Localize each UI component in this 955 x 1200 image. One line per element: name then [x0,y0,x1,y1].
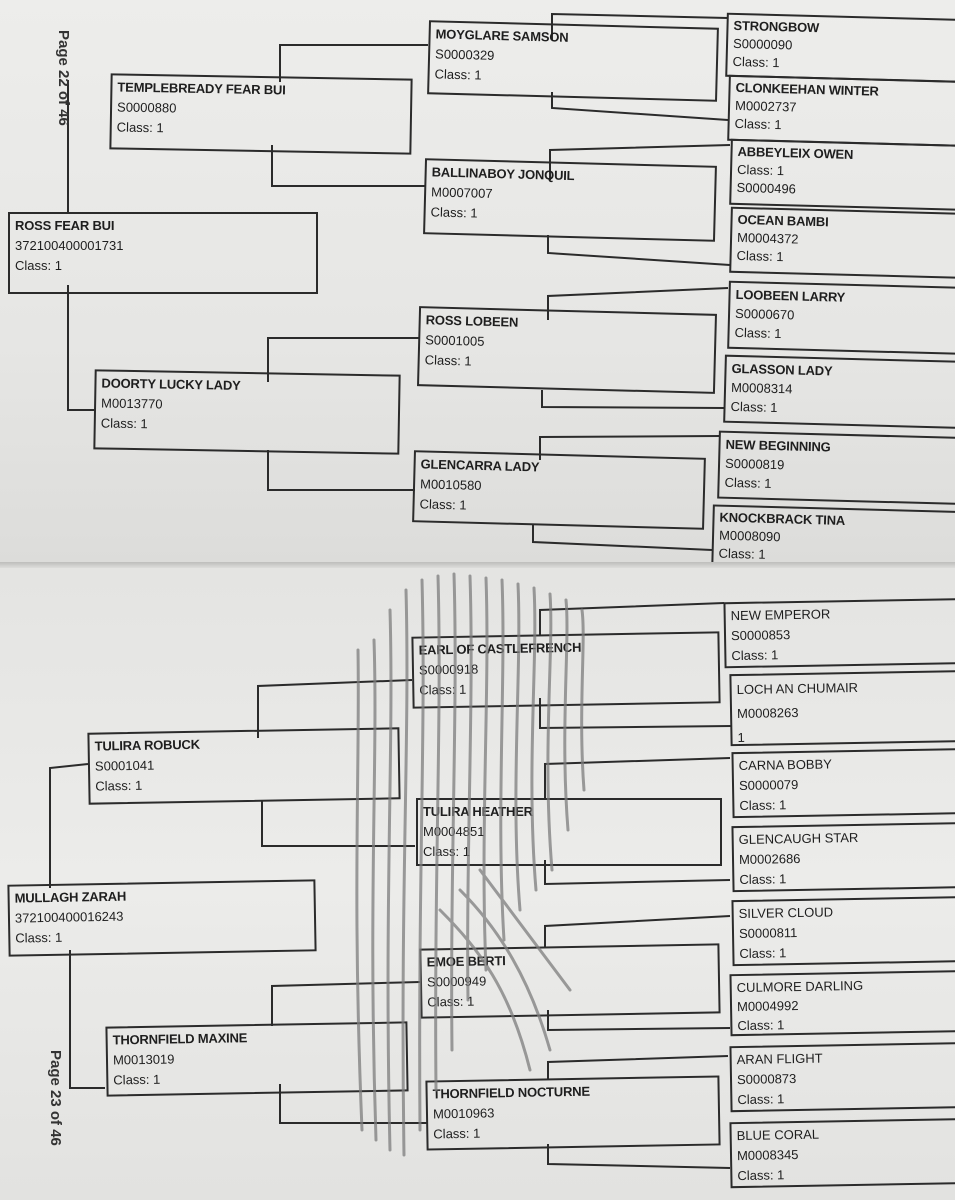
pen-scribble-mark [340,570,610,1160]
dog-name: DOORTY LUCKY LADY [101,375,241,393]
dog-box-great-grandparent [717,431,955,506]
dog-id: M0008314 [730,379,793,397]
dog-class: Class: 1 [730,398,778,416]
dog-id: S0001005 [425,332,485,349]
dog-name: TULIRA HEATHER [423,804,533,819]
dog-id: Class: 1 [736,161,785,179]
dog-class: Class: 1 [427,993,475,1010]
dog-box-great-grandparent [711,504,955,568]
dog-name: GLENCAUGH STAR [738,829,859,848]
dog-name: BLUE CORAL [736,1126,820,1144]
dog-name: CARNA BOBBY [738,756,832,774]
dog-name: ARAN FLIGHT [736,1050,823,1068]
dog-id: M0013019 [112,1051,175,1068]
dog-id: S0000670 [734,305,795,323]
dog-id: S0000873 [736,1071,797,1088]
dog-class: Class: 1 [15,258,62,273]
dog-box-grandparent [427,20,719,102]
dog-name: EARL OF CASTLEFRENCH [418,639,582,658]
dog-class: Class: 1 [116,119,164,136]
dog-class: 1 [737,729,745,746]
dog-box-subject [7,879,316,956]
dog-class: Class: 1 [739,797,787,814]
dog-class: Class: 1 [734,115,782,133]
dog-box-dam [93,369,400,454]
dog-name: EMOE BERTI [426,953,506,970]
dog-box-grandparent [412,450,706,530]
dog-name: THORNFIELD NOCTURNE [432,1083,591,1102]
dog-id: M0008090 [718,527,781,545]
dog-id: 372100400001731 [15,238,124,253]
dog-box-subject [8,212,318,294]
dog-class: Class: 1 [95,777,143,794]
dog-class: Class: 1 [724,474,772,491]
dog-name: NEW EMPEROR [730,606,831,624]
dog-class: Class: 1 [736,247,784,265]
dog-class: Class: 1 [732,53,780,71]
dog-box-great-grandparent [723,598,955,668]
dog-box-great-grandparent [729,970,955,1036]
dog-name: BALLINABOY JONQUIL [431,164,575,184]
dog-id: M0008345 [736,1147,799,1164]
dog-id: S0000329 [434,46,495,63]
dog-name: ROSS FEAR BUI [15,218,115,233]
dog-class: Class: 1 [423,844,470,859]
dog-name: OCEAN BAMBI [737,211,829,230]
dog-box-great-grandparent [729,670,955,746]
dog-name: MULLAGH ZARAH [14,888,127,906]
dog-id: M0010963 [432,1105,495,1122]
dog-box-great-grandparent [731,896,955,966]
dog-class: Class: 1 [419,496,467,513]
dog-id: M0002737 [734,97,797,115]
dog-class: S0000496 [736,179,797,197]
dog-id: S0000853 [730,627,791,644]
dog-name: CLONKEEHAN WINTER [735,79,879,99]
dog-id: S0000079 [738,777,799,794]
dog-id: M0002686 [738,850,801,868]
dog-name: GLENCARRA LADY [420,456,540,475]
dog-box-grandparent [417,306,717,394]
dog-name: ABBEYLEIX OWEN [737,143,854,162]
dog-name: LOOBEEN LARRY [735,286,846,305]
dog-name: KNOCKBRACK TINA [719,509,846,528]
dog-name: CULMORE DARLING [736,977,864,996]
dog-box-grandparent [423,158,717,242]
dog-name: NEW BEGINNING [725,436,831,455]
dog-class: Class: 1 [737,1091,785,1108]
dog-class: Class: 1 [433,1125,481,1142]
dog-class: Class: 1 [718,545,766,562]
dog-box-great-grandparent [729,207,955,280]
dog-box-great-grandparent [729,1042,955,1112]
dog-id: M0010580 [419,476,482,493]
dog-box-great-grandparent [731,748,955,818]
dog-name: SILVER CLOUD [738,904,834,922]
dog-class: Class: 1 [739,945,787,962]
dog-class: Class: 1 [739,871,787,888]
dog-class: Class: 1 [737,1167,785,1184]
dog-box-great-grandparent [725,13,955,84]
page-number: Page 23 of 46 [47,1050,64,1146]
dog-id: S0001041 [94,757,155,774]
dog-box-great-grandparent [723,355,955,430]
dog-class: Class: 1 [100,415,148,432]
dog-id: M0004372 [736,229,799,247]
dog-name: LOCH AN CHUMAIR [736,679,859,698]
dog-class: Class: 1 [419,681,467,698]
dog-box-great-grandparent [731,822,955,892]
dog-name: STRONGBOW [733,17,820,36]
dog-class: Class: 1 [15,929,63,946]
dog-id: M0004851 [423,824,485,839]
dog-box-great-grandparent [727,75,955,148]
dog-box-great-grandparent [729,1118,955,1188]
dog-id: S0000811 [738,925,798,942]
dog-name: MOYGLARE SAMSON [435,26,569,45]
dog-class: Class: 1 [731,647,779,664]
dog-id: S0000880 [116,99,177,116]
dog-name: TULIRA ROBUCK [94,736,200,754]
dog-id: S0000090 [732,35,793,53]
page-number: Page 22 of 46 [55,30,72,126]
dog-box-great-grandparent [729,139,955,212]
dog-id: M0007007 [430,184,493,201]
dog-class: Class: 1 [430,204,478,221]
dog-id: S0000918 [418,661,479,678]
dog-name: ROSS LOBEEN [425,312,519,330]
dog-name: TEMPLEBREADY FEAR BUI [117,79,286,98]
dog-class: Class: 1 [434,66,482,83]
dog-name: GLASSON LADY [731,360,833,379]
dog-class: Class: 1 [737,1017,785,1034]
dog-id: S0000819 [724,455,785,473]
dog-class: Class: 1 [113,1071,161,1088]
dog-box-sire [109,73,412,154]
dog-name: THORNFIELD MAXINE [112,1030,248,1048]
pedigree-page-22 [0,0,955,568]
dog-id: 372100400016243 [14,908,124,926]
dog-class: Class: 1 [424,352,472,369]
dog-box-great-grandparent [727,281,955,356]
dog-id: M0008263 [736,704,799,722]
dog-id: S0000949 [426,973,487,990]
dog-id: M0013770 [101,395,163,412]
dog-class: Class: 1 [734,324,782,342]
dog-id: M0004992 [736,998,799,1015]
